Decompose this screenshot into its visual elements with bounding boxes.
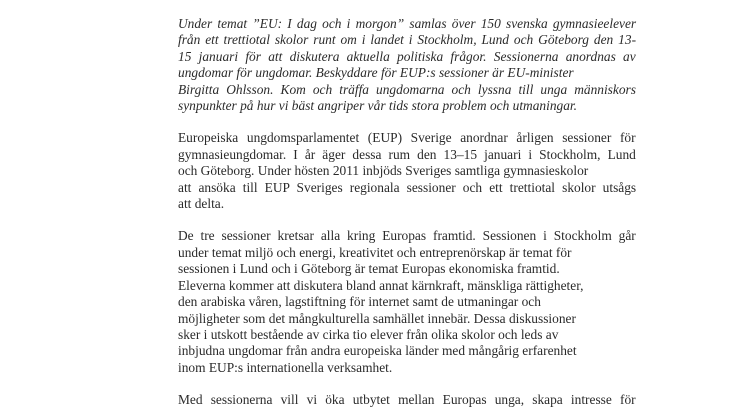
lead-paragraph	[178, 16, 636, 114]
text-line: att ansöka till EUP Sveriges regionala sessioner och ett trettiotal skolor utsågs	[178, 179, 637, 195]
text-line: gymnasieungdomar. I år äger dessa rum den 13–15 januari i Stockholm, Lund	[178, 146, 636, 162]
text-line: den arabiska våren, lagstiftning för internet samt de utmaningar och	[178, 294, 541, 310]
text-line: att delta.	[178, 196, 225, 212]
text-line: 15 januari för att diskutera aktuella politiska frågor. Sessionerna anordnas av	[178, 48, 636, 64]
text-line: inbjudna ungdomar från andra europeiska länder med mångårig erfarenhet	[178, 343, 577, 359]
text-line: Eleverna kommer att diskutera bland annat kärnkraft, mänskliga rättigheter,	[178, 277, 584, 293]
text-line: ungdomar för ungdomar. Beskyddare för EUP:s sessioner är EU-minister	[178, 65, 574, 81]
body-paragraph-sessions	[178, 228, 636, 376]
text-line: sessionen i Lund och i Göteborg är temat Europas ekonomiska framtid.	[178, 261, 560, 277]
text-line: möjligheter som det mångkulturella samhället innebär. Dessa diskussioner	[178, 310, 576, 326]
text-line: från ett trettiotal skolor runt om i landet i Stockholm, Lund och Göteborg den 13-	[178, 32, 637, 48]
text-line: Under temat ”EU: I dag och i morgon” samlas över 150 svenska gymnasieelever	[178, 16, 637, 31]
text-line: Med sessionerna vill vi öka utbytet mellan Europas unga, skapa intresse för	[178, 392, 636, 408]
text-line: synpunkter på hur vi bäst angriper vår tids stora problem och utmaningar.	[178, 98, 577, 114]
body-paragraph-goals	[178, 392, 636, 408]
text-column	[178, 16, 636, 419]
body-paragraph-intro	[178, 130, 636, 212]
text-line: och Göteborg. Under hösten 2011 inbjöds Sveriges samtliga gymnasieskolor	[178, 163, 589, 179]
text-line: Birgitta Ohlsson. Kom och träffa ungdomarna och lyssna till unga människors	[178, 81, 636, 97]
text-line: Europeiska ungdomsparlamentet (EUP) Sverige anordnar årligen sessioner för	[178, 130, 636, 146]
text-line: sker i utskott bestående av cirka tio elever från olika skolor och leds av	[178, 326, 559, 342]
text-line: under temat miljö och energi, kreativitet och entreprenörskap är temat för	[178, 244, 572, 260]
text-line: inom EUP:s internationella verksamhet.	[178, 359, 393, 375]
text-line: De tre sessioner kretsar alla kring Europas framtid. Sessionen i Stockholm går	[178, 228, 636, 244]
